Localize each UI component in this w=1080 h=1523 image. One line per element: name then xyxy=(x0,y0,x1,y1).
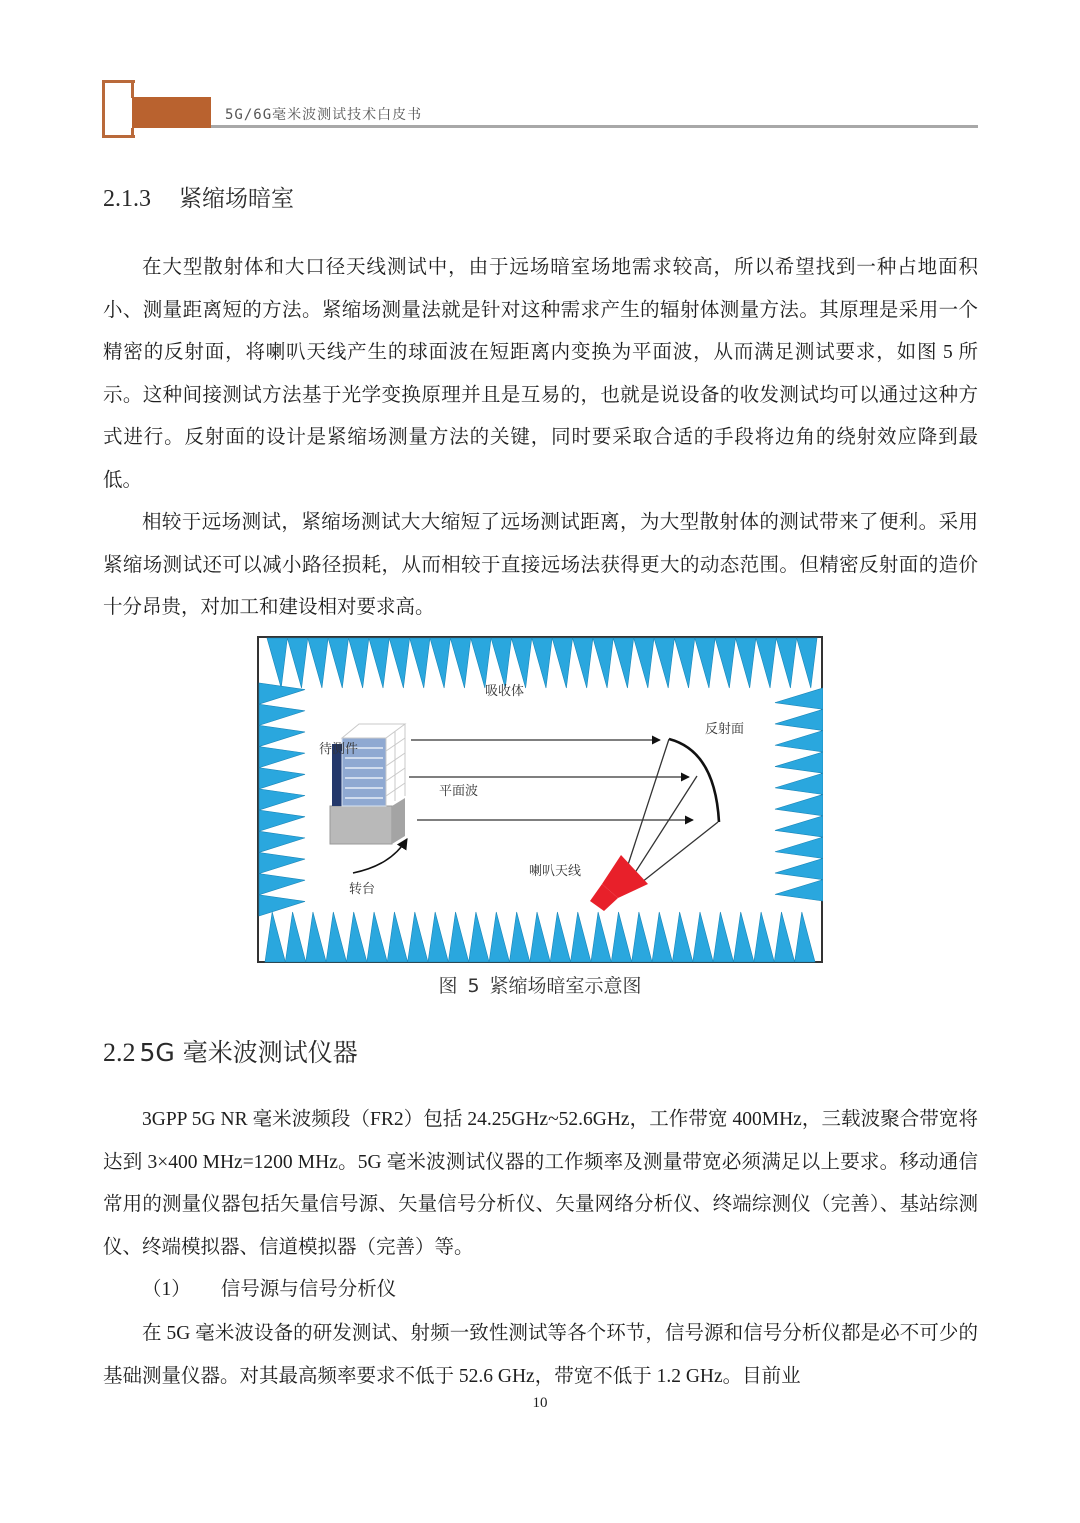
section-heading-2-1-3 xyxy=(103,180,294,213)
label-dut: 待测件 xyxy=(319,742,359,757)
reflected-ray-arrows xyxy=(625,739,718,886)
section-title: 紧缩场暗室 xyxy=(179,186,294,212)
chamber-svg xyxy=(257,636,823,963)
label-plane-wave: 平面波 xyxy=(439,784,479,799)
header-accent-block xyxy=(132,97,211,128)
section-number: 2.1.3 xyxy=(103,186,151,212)
figure-caption: 图 5 紧缩场暗室示意图 xyxy=(438,975,642,997)
label-reflector: 反射面 xyxy=(705,722,745,737)
paragraph: 在 5G 毫米波设备的研发测试、射频一致性测试等各个环节，信号源和信号分析仪都是必不可少的基础测量仪器。对其最高频率要求不低于 52.6 GHz，带宽不低于 1.2 GHz。目前业 xyxy=(103,1323,978,1387)
running-header-title: 5G/6G毫米波测试技术白皮书 xyxy=(225,107,423,123)
subsection-heading xyxy=(142,1273,396,1301)
paragraph: 在大型散射体和大口径天线测试中，由于远场暗室场地需求较高，所以希望找到一种占地面积小、测量距离短的方法。紧缩场测量法就是针对这种需求产生的辐射体测量方法。其原理是采用一个精密的反射面，将喇叭天线产生的球面波在短距离内变换为平面波，从而满足测试要求，如图 5 所示。这种间接测试方法基于光学变换原理并且是互易的，也就是说设备的收发测试均可以通过这种方式进行。反射面的设计是紧缩场测量方法的关键，同时要采取合适的手段将边角的绕射效应降到最低。 xyxy=(103,257,978,491)
horn-antenna-icon xyxy=(590,855,648,911)
page-number: 10 xyxy=(532,1395,548,1411)
subsection-title: 信号源与信号分析仪 xyxy=(220,1279,397,1300)
paragraph: 相较于远场测试，紧缩场测试大大缩短了远场测试距离，为大型散射体的测试带来了便利。采用紧缩场测试还可以减小路径损耗，从而相较于直接远场法获得更大的动态范围。但精密反射面的造价十分昂贵，对加工和建设相对要求高。 xyxy=(103,512,978,618)
section-heading-2-2 xyxy=(103,1033,358,1069)
subsection-index: （1） xyxy=(142,1279,191,1300)
paragraph: 3GPP 5G NR 毫米波频段（FR2）包括 24.25GHz~52.6GHz，工作带宽 400MHz，三载波聚合带宽将达到 3×400 MHz=1200 MHz。5G 毫米波测试仪器的工作频率及测量带宽必须满足以上要求。移动通信常用的测量仪器包括矢量信号源、矢量信号分析仪、矢量网络分析仪、终端综测仪（完善）、基站综测仪、终端模拟器、信道模拟器（完善）等。 xyxy=(103,1109,978,1258)
header-rule xyxy=(211,125,978,128)
label-absorber: 吸收体 xyxy=(485,684,525,699)
section-title: 5G 毫米波测试仪器 xyxy=(139,1038,358,1067)
section-number: 2.2 xyxy=(103,1038,136,1067)
compact-range-chamber-diagram xyxy=(257,636,823,963)
label-horn-antenna: 喇叭天线 xyxy=(529,864,582,879)
label-turntable: 转台 xyxy=(349,882,376,897)
